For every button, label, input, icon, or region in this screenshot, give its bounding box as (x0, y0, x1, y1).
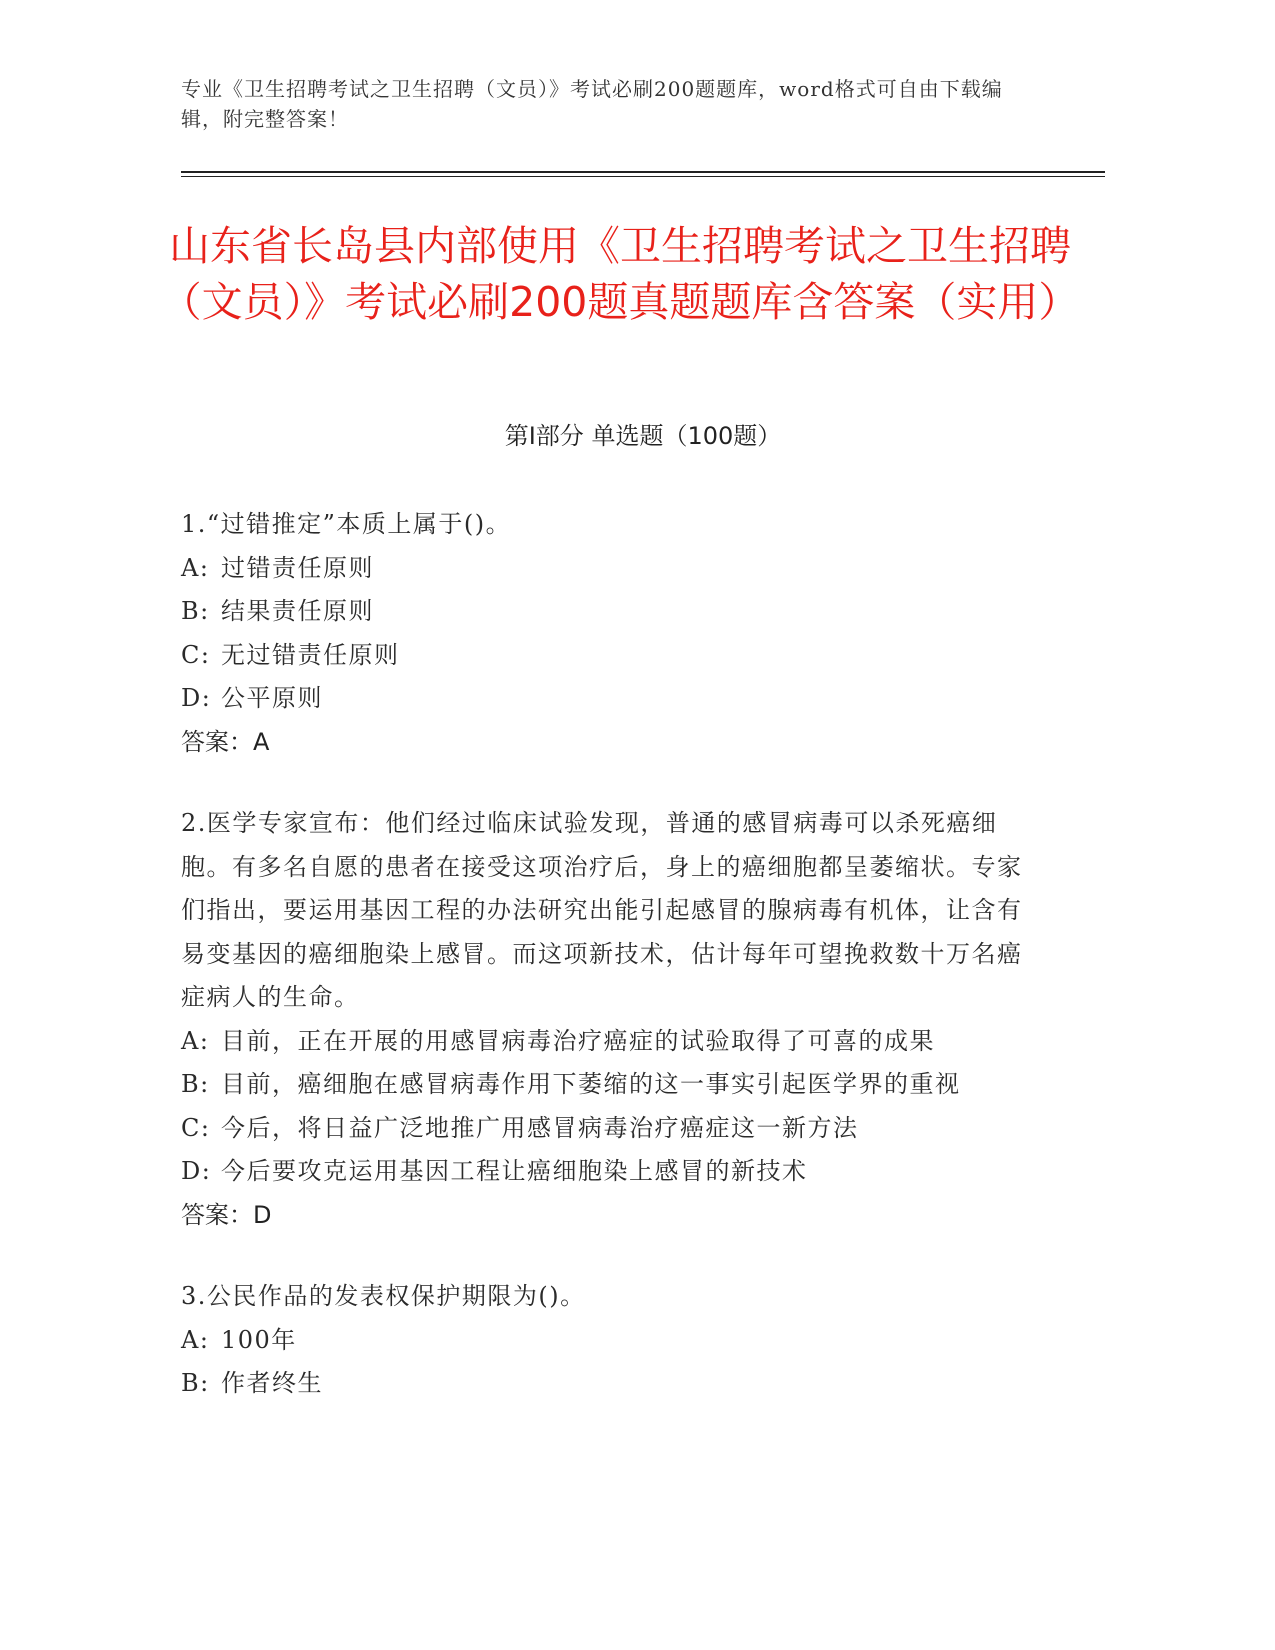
question-3 (181, 1275, 1041, 1406)
header-note: 专业《卫生招聘考试之卫生招聘（文员）》考试必刷200题题库，word格式可自由下载编辑，附完整答案！ (181, 77, 1003, 131)
option-text: 公平原则 (221, 684, 323, 712)
question-list (181, 503, 1041, 1444)
question-1 (181, 503, 1041, 764)
option-text: 作者终生 (221, 1369, 323, 1397)
option-b (181, 590, 1041, 634)
option-letter: C: (181, 640, 211, 669)
question-text: 3.公民作品的发表权保护期限为()。 (181, 1282, 586, 1310)
option-text: 目前，癌细胞在感冒病毒作用下萎缩的这一事实引起医学界的重视 (221, 1070, 961, 1098)
option-text: 结果责任原则 (221, 597, 374, 625)
option-text: 目前，正在开展的用感冒病毒治疗癌症的试验取得了可喜的成果 (221, 1026, 935, 1055)
option-letter: D: (181, 684, 212, 712)
header-divider-thick (181, 171, 1105, 173)
question-2 (181, 802, 1041, 1237)
option-letter: B: (181, 597, 210, 625)
option-letter: B: (181, 1369, 210, 1397)
answer: 答案：A (181, 727, 270, 756)
header-divider-thin (181, 176, 1105, 177)
option-b (181, 1362, 1041, 1406)
option-text: 今后要攻克运用基因工程让癌细胞染上感冒的新技术 (221, 1157, 808, 1185)
option-b (181, 1063, 1041, 1107)
option-a (181, 547, 1041, 591)
document-title: 山东省长岛县内部使用《卫生招聘考试之卫生招聘（文员）》考试必刷200题真题题库含答案（实用） (160, 222, 1080, 326)
option-d (181, 677, 1041, 721)
option-text: 100年 (221, 1325, 297, 1354)
option-letter: C: (181, 1113, 211, 1142)
option-letter: B: (181, 1070, 210, 1098)
option-letter: D: (181, 1157, 212, 1185)
answer: 答案：D (181, 1200, 272, 1229)
option-text: 过错责任原则 (221, 553, 374, 582)
option-text: 今后，将日益广泛地推广用感冒病毒治疗癌症这一新方法 (221, 1113, 859, 1142)
option-a (181, 1020, 1041, 1064)
option-a (181, 1319, 1041, 1363)
option-letter: A: (181, 1026, 210, 1055)
question-text: 2.医学专家宣布：他们经过临床试验发现，普通的感冒病毒可以杀死癌细胞。有多名自愿的患者在接受这项治疗后，身上的癌细胞都呈萎缩状。专家们指出，要运用基因工程的办法研究出能引起感冒的腺病毒有机体，让含有易变基因的癌细胞染上感冒。而这项新技术，估计每年可望挽救数十万名癌症病人的生命。 (181, 809, 1023, 1011)
option-c (181, 634, 1041, 678)
option-c (181, 1107, 1041, 1151)
option-letter: A: (181, 1325, 210, 1354)
option-text: 无过错责任原则 (221, 640, 400, 669)
option-d (181, 1150, 1041, 1194)
question-text: 1.“过错推定”本质上属于()。 (181, 510, 512, 538)
section-heading: 第I部分 单选题（100题） (504, 422, 782, 450)
option-letter: A: (181, 553, 210, 582)
